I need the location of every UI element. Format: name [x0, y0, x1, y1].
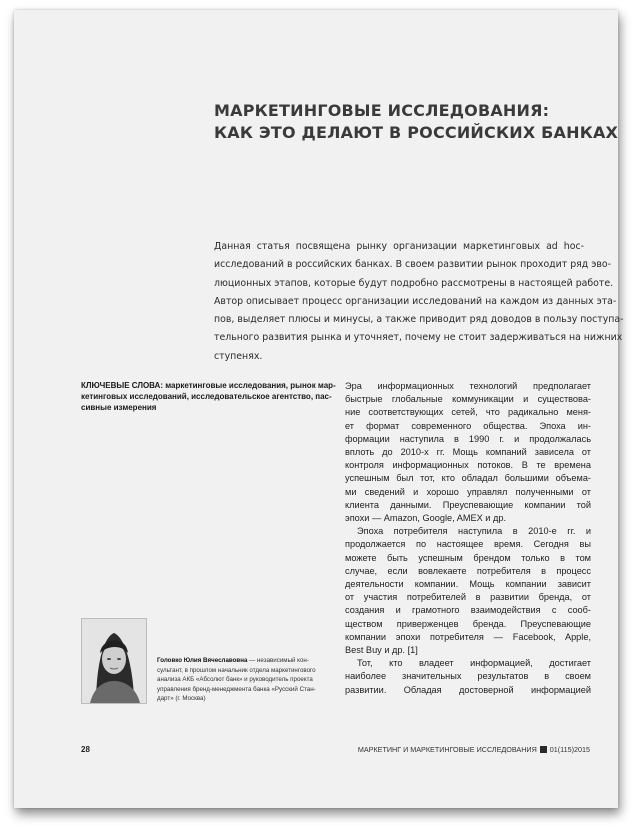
body-line: Эпоха потребителя наступила в 2010-е гг. и [357, 526, 591, 537]
article-abstract [214, 238, 624, 366]
author-bio-line: анализа АКБ «Абсолют банк» и руководитель проекта [157, 676, 313, 684]
title-line: МАРКЕТИНГОВЫЕ ИССЛЕДОВАНИЯ: [214, 101, 550, 120]
body-line: создания и грамотного взаимодействия с сооб- [345, 605, 591, 616]
body-line: можете быть успешным брендом только в том [345, 552, 591, 563]
page-number: 28 [81, 745, 90, 754]
author-bio [157, 656, 327, 704]
author-bio-line: дарт» (г. Москва) [157, 695, 206, 703]
author-photo [81, 618, 147, 704]
abstract-line: Автор описывает процесс организации исследований на каждом из данных эта- [214, 295, 617, 307]
body-line: развитии. Обладая достоверной информацией [345, 684, 591, 695]
body-line: ние соответствующих сетей, что радикально меня- [345, 407, 591, 418]
square-separator-icon [540, 746, 547, 753]
author-bio-text: — независимый кон- [247, 657, 309, 664]
body-line: эпохи — Amazon, Google, AMEX и др. [345, 513, 507, 524]
abstract-line: тельного развития рынка и уточняет, почему не стоит задерживаться на нижних [214, 332, 623, 344]
author-name: Головко Юлия Вячеславовна [157, 657, 248, 664]
author-bio-line: сультант, в прошлом начальник отдела маркетингового [157, 666, 316, 674]
abstract-line: Данная статья посвящена рынку организации маркетинговых ad hoc- [214, 241, 584, 252]
title-line: КАК ЭТО ДЕЛАЮТ В РОССИЙСКИХ БАНКАХ [214, 123, 619, 142]
abstract-line: люционных этапов, которые будут подробно рассмотрены в настоящей работе. [214, 277, 614, 289]
article-body-column [345, 380, 591, 697]
body-line: ет формат современного общества. Эпоха ин- [345, 420, 591, 431]
body-line: контроля информационных потоков. В те времена [345, 460, 591, 471]
body-line: быстрые глобальные коммуникации и существова- [345, 394, 591, 405]
body-line: вплоть до 2010-х гг. Мощь компаний зависела от [345, 447, 591, 458]
body-line: ми сведений и хорошо управлял полученными от [345, 486, 591, 497]
body-line: деятельности компании. Мощь компании зависит [345, 579, 591, 590]
body-line: наиболее значительных результатов в своем [345, 671, 591, 682]
body-line: успешным был тот, кто обладал большими объема- [345, 473, 591, 484]
body-line: продолжается по настоящее время. Сегодня вы [345, 539, 591, 550]
body-line: клиента данными. Преуспевающие компании той [345, 499, 591, 510]
journal-footer [358, 745, 590, 754]
magazine-page [14, 10, 624, 808]
keywords-line: сивные измерения [81, 403, 157, 412]
abstract-line: ступенях. [214, 350, 263, 362]
abstract-line: пов, выделяет плюсы и минусы, а также приводит ряд доводов в пользу поступа- [214, 314, 624, 326]
keywords-line: КЛЮЧЕВЫЕ СЛОВА: маркетинговые исследования, рынок мар- [81, 381, 336, 390]
body-line: формации наступила в 1990 г. и продолжалась [345, 433, 591, 444]
body-line: от участия потребителей в развитии бренда, от [345, 592, 591, 603]
author-portrait-image [82, 619, 146, 703]
issue-number: 01(115)2015 [549, 745, 590, 754]
body-line: ществом приверженцев бренда. Преуспевающие [345, 618, 591, 629]
body-line: Тот, кто владеет информацией, достигает [357, 658, 591, 669]
keywords-block [81, 380, 336, 413]
journal-name: МАРКЕТИНГ И МАРКЕТИНГОВЫЕ ИССЛЕДОВАНИЯ [357, 745, 537, 754]
keywords-line: кетинговых исследований, исследовательское агентство, пас- [81, 392, 332, 401]
body-line: компании эпохи потребителя — Facebook, Apple, [345, 631, 591, 642]
author-bio-line: управления бренд-менеджмента банка «Русский Стан- [157, 685, 316, 693]
body-line: Эра информационных технологий предполагает [345, 381, 591, 391]
abstract-line: исследований в российских банках. В своем развитии рынок проходит ряд эво- [214, 259, 612, 271]
body-line: случае, если вовлекаете потребителя в процесс [345, 565, 591, 576]
article-title [214, 100, 619, 144]
body-line: Best Buy и др. [1] [345, 645, 418, 656]
